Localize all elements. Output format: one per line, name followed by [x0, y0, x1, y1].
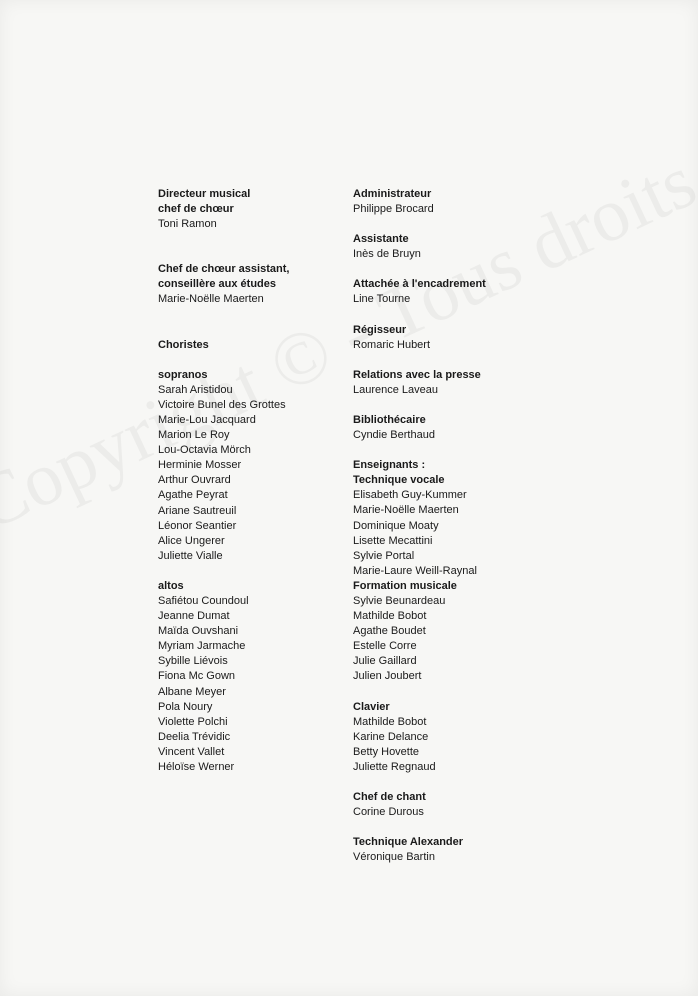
clavier-name: Karine Delance	[353, 730, 429, 743]
soprano-name: Marie-Lou Jacquard	[158, 413, 256, 426]
alto-name: Jeanne Dumat	[158, 610, 230, 623]
formation-musicale-name: Julien Joubert	[353, 670, 422, 683]
soprano-name: Agathe Peyrat	[158, 489, 228, 502]
assistant-title-2: conseillère aux études	[158, 278, 276, 291]
technique-vocale-name: Sylvie Portal	[353, 549, 415, 562]
alto-name: Héloïse Werner	[158, 761, 235, 773]
right-column	[353, 187, 553, 865]
soprano-name: Victoire Bunel des Grottes	[158, 398, 286, 411]
presse-heading: Relations avec la presse	[353, 368, 481, 381]
alto-name: Safiétou Coundoul	[158, 594, 249, 607]
choristes-heading: Choristes	[158, 338, 209, 351]
technique-vocale-name: Marie-Laure Weill-Raynal	[353, 564, 477, 577]
presse-name: Laurence Laveau	[353, 383, 439, 396]
regisseur-name: Romaric Hubert	[353, 338, 431, 351]
director-name: Toni Ramon	[158, 218, 217, 231]
sopranos-heading: sopranos	[158, 368, 208, 381]
alto-name: Albane Meyer	[158, 685, 226, 698]
technique-vocale-name: Lisette Mecattini	[353, 534, 433, 547]
soprano-name: Marion Le Roy	[158, 429, 230, 442]
chef-de-chant-heading: Chef de chant	[353, 791, 426, 803]
formation-musicale-name: Sylvie Beunardeau	[353, 594, 446, 607]
alto-name: Vincent Vallet	[158, 745, 225, 758]
assistante-heading: Assistante	[353, 233, 409, 246]
alexander-heading: Technique Alexander	[353, 836, 464, 849]
clavier-name: Betty Hovette	[353, 745, 420, 758]
director-title-2: chef de chœur	[158, 203, 234, 216]
soprano-name: Lou-Octavia Mörch	[158, 444, 251, 457]
alto-name: Myriam Jarmache	[158, 640, 246, 653]
technique-vocale-name: Elisabeth Guy-Kummer	[353, 489, 467, 502]
regisseur-heading: Régisseur	[353, 323, 407, 336]
watermark-text	[0, 25, 698, 549]
enseignants-heading: Enseignants :	[353, 459, 426, 472]
soprano-name: Alice Ungerer	[158, 534, 225, 547]
soprano-name: Herminie Mosser	[158, 459, 242, 472]
encadrement-heading: Attachée à l'encadrement	[353, 278, 486, 291]
alto-name: Sybille Liévois	[158, 655, 228, 668]
technique-vocale-name: Dominique Moaty	[353, 519, 439, 532]
bibliothecaire-heading: Bibliothécaire	[353, 413, 426, 426]
clavier-heading: Clavier	[353, 700, 390, 713]
technique-vocale-name: Marie-Noëlle Maerten	[353, 504, 459, 517]
formation-musicale-name: Agathe Boudet	[353, 625, 426, 638]
formation-musicale-heading: Formation musicale	[353, 579, 457, 592]
altos-heading: altos	[158, 579, 184, 592]
soprano-name: Léonor Seantier	[158, 519, 237, 532]
alexander-name: Véronique Bartin	[353, 851, 435, 864]
alto-name: Maïda Ouvshani	[158, 625, 239, 638]
formation-musicale-name: Mathilde Bobot	[353, 610, 427, 623]
alto-name: Pola Noury	[158, 700, 213, 713]
soprano-name: Juliette Vialle	[158, 549, 223, 562]
formation-musicale-name: Estelle Corre	[353, 640, 417, 653]
left-column	[158, 187, 343, 775]
clavier-name: Juliette Regnaud	[353, 760, 436, 773]
soprano-name: Ariane Sautreuil	[158, 504, 237, 517]
soprano-name: Arthur Ouvrard	[158, 474, 231, 487]
administrateur-heading: Administrateur	[353, 188, 432, 200]
administrateur-name: Philippe Brocard	[353, 203, 434, 216]
bibliothecaire-name: Cyndie Berthaud	[353, 429, 435, 442]
assistant-title-1: Chef de chœur assistant,	[158, 263, 290, 276]
assistante-name: Inès de Bruyn	[353, 248, 421, 261]
chef-de-chant-name: Corine Durous	[353, 806, 424, 819]
alto-name: Fiona Mc Gown	[158, 670, 236, 683]
technique-vocale-heading: Technique vocale	[353, 474, 445, 487]
assistant-name: Marie-Noëlle Maerten	[158, 293, 264, 306]
director-title-1: Directeur musical	[158, 188, 251, 200]
encadrement-name: Line Tourne	[353, 293, 411, 306]
clavier-name: Mathilde Bobot	[353, 715, 427, 728]
alto-name: Violette Polchi	[158, 715, 228, 728]
soprano-name: Sarah Aristidou	[158, 383, 233, 396]
alto-name: Deelia Trévidic	[158, 730, 231, 743]
formation-musicale-name: Julie Gaillard	[353, 655, 417, 668]
